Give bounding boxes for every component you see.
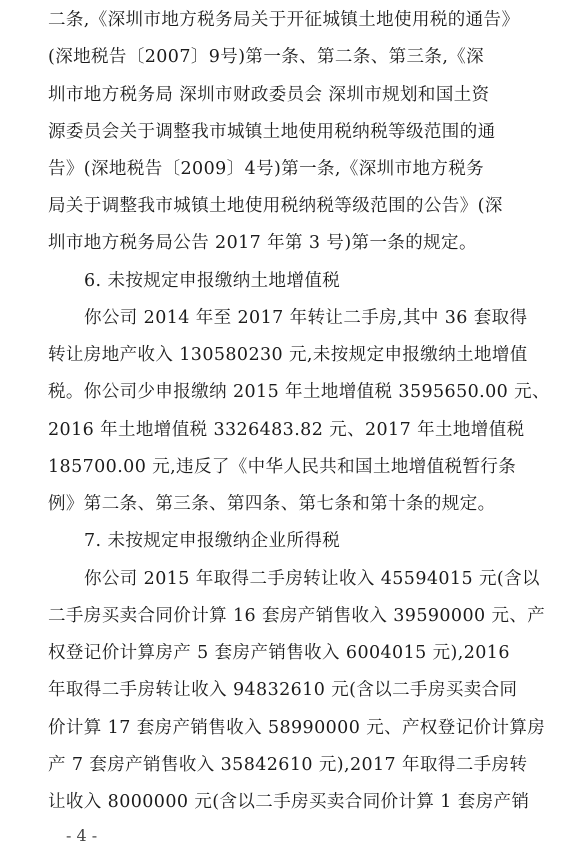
text-line: 局关于调整我市城镇土地使用税纳税等级范围的公告》(深 xyxy=(48,196,503,217)
text-line: 二条,《深圳市地方税务局关于开征城镇土地使用税的通告》 xyxy=(48,10,520,30)
section-heading: 6. 未按规定申报缴纳土地增值税 xyxy=(84,270,341,291)
text-line: 你公司 2014 年至 2017 年转让二手房,其中 36 套取得 xyxy=(84,307,528,328)
text-line: 圳市地方税务局公告 2017 年第 3 号)第一条的规定。 xyxy=(48,233,477,254)
text-line: 税。你公司少申报缴纳 2015 年土地增值税 3595650.00 元、 xyxy=(48,382,550,403)
text-line: 价计算 17 套房产销售收入 58990000 元、产权登记价计算房 xyxy=(48,717,546,738)
text-line: 源委员会关于调整我市城镇土地使用税纳税等级范围的通 xyxy=(48,121,496,142)
text-line: 让收入 8000000 元(含以二手房买卖合同价计算 1 套房产销 xyxy=(48,792,530,812)
text-line: 转让房地产收入 130580230 元,未按规定申报缴纳土地增值 xyxy=(48,345,528,366)
text-line: (深地税告〔2007〕9号)第一条、第二条、第三条,《深 xyxy=(48,47,485,68)
page-number: - 4 - xyxy=(66,826,98,845)
text-line: 产 7 套房产销售收入 35842610 元),2017 年取得二手房转 xyxy=(48,754,528,775)
text-line: 圳市地方税务局 深圳市财政委员会 深圳市规划和国土资 xyxy=(48,84,490,105)
text-line: 年取得二手房转让收入 94832610 元(含以二手房买卖合同 xyxy=(48,680,518,701)
text-line: 二手房买卖合同价计算 16 套房产销售收入 39590000 元、产 xyxy=(48,605,546,626)
text-line: 185700.00 元,违反了《中华人民共和国土地增值税暂行条 xyxy=(48,456,517,477)
text-line: 2016 年土地增值税 3326483.82 元、2017 年土地增值税 xyxy=(48,419,525,440)
text-line: 你公司 2015 年取得二手房转让收入 45594015 元(含以 xyxy=(84,568,540,589)
text-line: 告》(深地税告〔2009〕4号)第一条,《深圳市地方税务 xyxy=(48,159,485,179)
section-heading: 7. 未按规定申报缴纳企业所得税 xyxy=(84,531,341,552)
text-line: 例》第二条、第三条、第四条、第七条和第十条的规定。 xyxy=(48,494,496,515)
text-line: 权登记价计算房产 5 套房产销售收入 6004015 元),2016 xyxy=(48,643,510,663)
